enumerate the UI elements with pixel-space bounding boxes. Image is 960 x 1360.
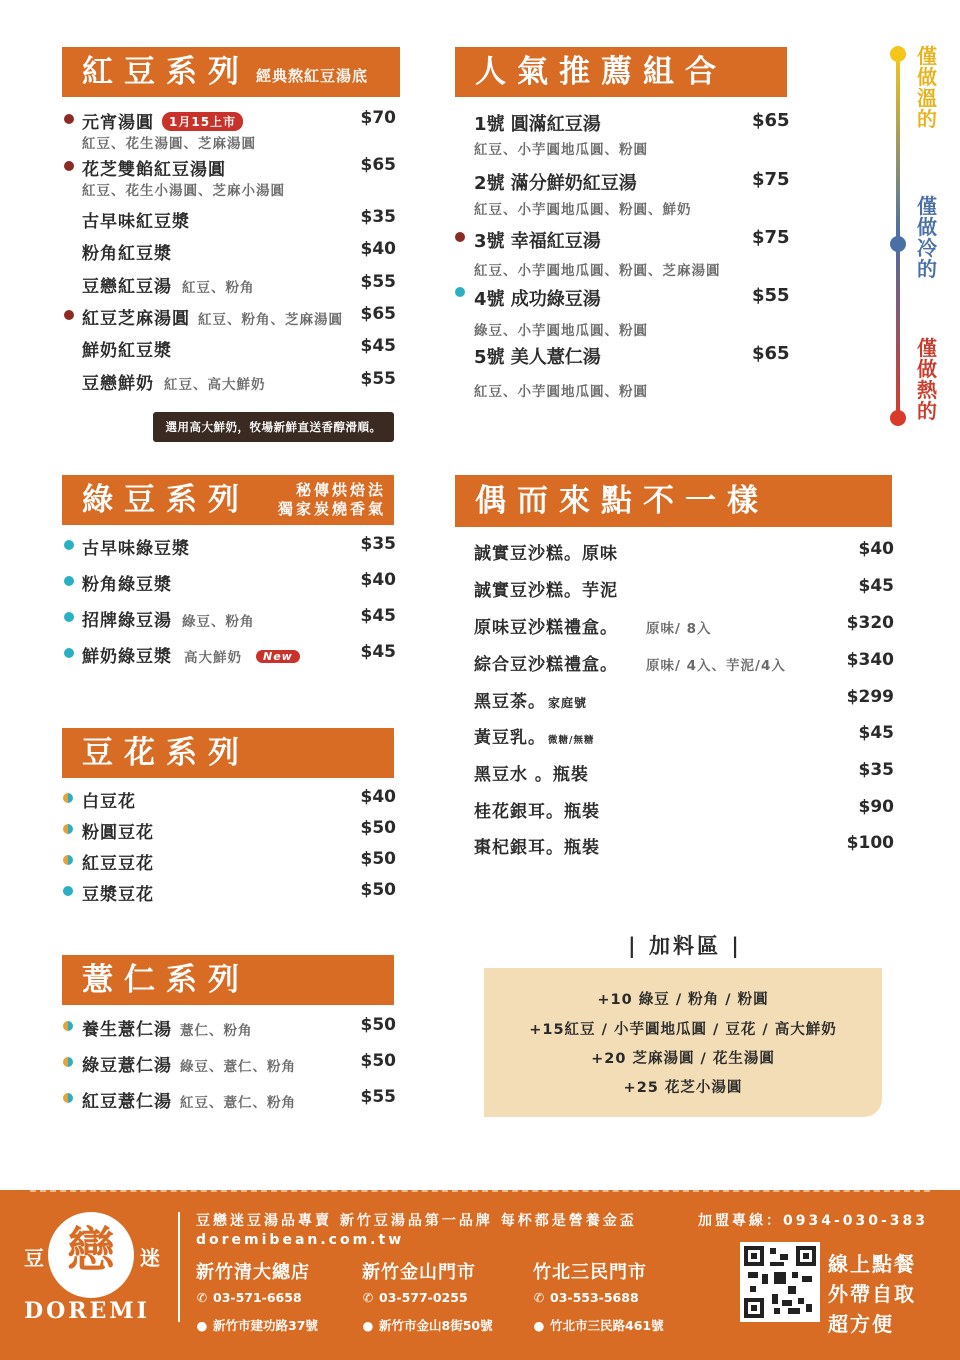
list-item — [474, 833, 894, 857]
item-price: $50 — [360, 1015, 396, 1035]
item-name: 誠實豆沙糕。原味 — [474, 544, 618, 564]
half-dot-icon — [63, 1021, 73, 1031]
item-price: $50 — [360, 818, 396, 838]
list-item — [82, 880, 396, 904]
list-item — [82, 818, 396, 842]
item-name: 誠實豆沙糕。芋泥 — [474, 581, 618, 601]
item-price: $70 — [360, 108, 396, 128]
barley-banner — [62, 955, 394, 1005]
store-phone-number: 03-553-5688 — [550, 1290, 639, 1305]
item-name: 粉角紅豆漿 — [82, 244, 172, 264]
mung-bean-subtitle-line1: 秘傳烘焙法 — [295, 481, 386, 499]
footer-tagline: 豆戀迷豆湯品專賣 新竹豆湯品第一品牌 每杯都是營養金盃 — [196, 1213, 637, 1229]
item-desc: 原味/ 8入 — [646, 621, 712, 637]
store-phone-number: 03-577-0255 — [379, 1290, 468, 1305]
item-note: 家庭號 — [548, 696, 588, 710]
item-price: $100 — [846, 833, 894, 853]
store-address — [362, 1316, 493, 1334]
teal-dot-icon — [455, 287, 465, 297]
combo-desc: 紅豆、小芋圓地瓜圓、粉圓 — [474, 142, 648, 158]
item-name: 桂花銀耳。瓶裝 — [474, 802, 600, 822]
item-desc: 紅豆、薏仁、粉角 — [180, 1095, 296, 1111]
item-name: 古早味紅豆漿 — [82, 212, 190, 232]
item-desc: 紅豆、高大鮮奶 — [164, 377, 266, 393]
list-item — [82, 155, 396, 179]
item-price: $35 — [858, 760, 894, 780]
combo-desc: 紅豆、小芋圓地瓜圓、粉圓、芝麻湯圓 — [474, 263, 721, 279]
item-desc: 綠豆、粉角 — [182, 614, 255, 630]
item-name: 綠豆薏仁湯 — [82, 1056, 172, 1076]
item-price: $45 — [858, 576, 894, 596]
item-price: $35 — [360, 207, 396, 227]
list-item — [82, 1051, 396, 1075]
half-dot-icon — [63, 793, 73, 803]
store-address — [533, 1316, 664, 1334]
combo-price: $75 — [752, 227, 790, 248]
mung-bean-banner — [62, 475, 394, 525]
item-name: 紅豆薏仁湯 — [82, 1092, 172, 1112]
item-name: 鮮奶紅豆漿 — [82, 341, 172, 361]
list-item — [474, 723, 894, 747]
location-pin-icon: ● — [533, 1318, 545, 1333]
toppings-box — [484, 968, 882, 1117]
item-price: $340 — [846, 650, 894, 670]
list-item — [82, 642, 396, 666]
item-name: 綜合豆沙糕禮盒。 — [474, 655, 618, 675]
item-name: 粉角綠豆漿 — [82, 575, 172, 595]
combo-title: 人氣推薦組合 — [475, 54, 727, 90]
store-phone[interactable] — [196, 1290, 302, 1305]
list-item — [82, 787, 396, 811]
red-bean-subtitle: 經典熬紅豆湯底 — [256, 67, 369, 85]
item-price: $90 — [858, 797, 894, 817]
topping-line: +10 綠豆 / 粉角 / 粉圓 — [597, 992, 769, 1008]
item-desc: 高大鮮奶 — [184, 650, 242, 666]
combo-desc: 紅豆、小芋圓地瓜圓、粉圓 — [474, 384, 648, 400]
item-name: 花芝雙餡紅豆湯圓 — [82, 160, 226, 180]
item-name: 白豆花 — [82, 792, 136, 812]
teal-dot-icon — [64, 540, 74, 550]
item-desc: 原味/ 4入、芋泥/4入 — [646, 658, 786, 674]
list-item — [82, 534, 396, 558]
combo-banner — [455, 47, 787, 97]
half-dot-icon — [63, 1093, 73, 1103]
combo-price: $65 — [752, 110, 790, 131]
item-price: $45 — [858, 723, 894, 743]
combo-price: $65 — [752, 343, 790, 364]
list-item — [82, 369, 396, 393]
topping-line: +15紅豆 / 小芋圓地瓜圓 / 豆花 / 高大鮮奶 — [529, 1022, 837, 1038]
item-name: 古早味綠豆漿 — [82, 539, 190, 559]
store-phone[interactable] — [533, 1290, 639, 1305]
teal-dot-icon — [64, 648, 74, 658]
item-name: 豆戀鮮奶 — [82, 374, 154, 394]
red-dot-icon — [64, 161, 74, 171]
half-dot-icon — [63, 1057, 73, 1067]
special-title: 偶而來點不一樣 — [475, 483, 769, 519]
brand-en: DOREMI — [24, 1298, 150, 1324]
douhua-title: 豆花系列 — [82, 735, 250, 771]
milk-note: 選用高大鮮奶，牧場新鮮直送香醇滑順。 — [153, 412, 394, 442]
combo-name: 4號 成功綠豆湯 — [474, 289, 601, 310]
store-address — [196, 1316, 318, 1334]
item-name: 鮮奶綠豆漿 — [82, 647, 172, 667]
mung-bean-subtitle-line2: 獨家炭燒香氣 — [277, 500, 386, 518]
warm-label: 僅做溫的 — [917, 44, 937, 131]
list-item — [474, 760, 894, 784]
hot-label: 僅做熱的 — [917, 336, 937, 423]
store-phone-number: 03-571-6658 — [213, 1290, 302, 1305]
item-price: $299 — [846, 687, 894, 707]
list-item — [474, 797, 894, 821]
store-name: 新竹清大總店 — [196, 1262, 310, 1283]
phone-icon: ✆ — [196, 1290, 208, 1305]
special-banner — [455, 475, 892, 527]
list-item — [474, 687, 894, 711]
item-name: 招牌綠豆湯 — [82, 611, 172, 631]
item-name: 養生薏仁湯 — [82, 1020, 172, 1040]
red-bean-title: 紅豆系列 — [82, 54, 250, 90]
store-address-text: 新竹市金山8街50號 — [379, 1318, 493, 1333]
combo-name: 2號 滿分鮮奶紅豆湯 — [474, 173, 637, 194]
brand-center-char: 戀 — [66, 1222, 115, 1278]
item-price: $35 — [360, 534, 396, 554]
online-order-line: 超方便 — [828, 1312, 894, 1336]
item-name: 棗杞銀耳。瓶裝 — [474, 838, 600, 858]
item-price: $40 — [360, 239, 396, 259]
item-price: $45 — [360, 642, 396, 662]
launch-badge: 1月15上市 — [162, 112, 243, 131]
cold-node-icon — [890, 236, 906, 252]
store-name: 新竹金山門市 — [362, 1262, 476, 1283]
item-desc: 紅豆、花生小湯圓、芝麻小湯圓 — [82, 183, 285, 199]
item-name: 黃豆乳。 — [474, 728, 546, 748]
online-order-line: 線上點餐 — [828, 1252, 916, 1276]
phone-icon: ✆ — [362, 1290, 374, 1305]
item-price: $45 — [360, 606, 396, 626]
list-item — [82, 570, 396, 594]
store-address-text: 新竹市建功路37號 — [213, 1318, 318, 1333]
mung-bean-subtitle — [278, 481, 386, 519]
list-item — [82, 207, 396, 231]
item-note: 微糖/無糖 — [548, 735, 595, 746]
teal-dot-icon — [64, 612, 74, 622]
list-item — [82, 849, 396, 873]
item-price: $50 — [360, 880, 396, 900]
red-bean-banner — [62, 47, 400, 97]
combo-price: $55 — [752, 285, 790, 306]
hot-node-icon — [890, 410, 906, 426]
new-badge: New — [256, 650, 300, 663]
list-item — [474, 576, 894, 600]
list-item — [82, 272, 396, 296]
item-price: $65 — [360, 155, 396, 175]
item-price: $45 — [360, 336, 396, 356]
item-desc: 紅豆、花生湯圓、芝麻湯圓 — [82, 136, 256, 152]
item-price: $50 — [360, 1051, 396, 1071]
item-name: 原味豆沙糕禮盒。 — [474, 618, 618, 638]
item-price: $55 — [360, 272, 396, 292]
online-order-line: 外帶自取 — [828, 1282, 916, 1306]
red-dot-icon — [64, 114, 74, 124]
footer-separator — [178, 1212, 180, 1322]
item-name: 豆戀紅豆湯 — [82, 277, 172, 297]
toppings-title: | 加料區 | — [628, 933, 742, 958]
item-price: $40 — [858, 539, 894, 559]
item-name: 黑豆水 。瓶裝 — [474, 765, 589, 785]
item-name: 紅豆豆花 — [82, 854, 154, 874]
list-item — [82, 606, 396, 630]
store-name: 竹北三民門市 — [533, 1262, 647, 1283]
location-pin-icon: ● — [362, 1318, 374, 1333]
combo-name: 3號 幸福紅豆湯 — [474, 231, 601, 252]
item-name: 元宵湯圓 — [82, 113, 154, 133]
teal-dot-icon — [64, 576, 74, 586]
combo-desc: 紅豆、小芋圓地瓜圓、粉圓、鮮奶 — [474, 202, 692, 218]
brand-left-char: 豆 — [24, 1246, 44, 1270]
location-pin-icon: ● — [196, 1318, 208, 1333]
item-price: $55 — [360, 369, 396, 389]
item-price: $65 — [360, 304, 396, 324]
brand-right-char: 迷 — [140, 1246, 160, 1270]
phone-icon: ✆ — [533, 1290, 545, 1305]
store-phone[interactable] — [362, 1290, 468, 1305]
list-item — [82, 304, 396, 328]
half-dot-icon — [63, 824, 73, 834]
item-desc: 紅豆、粉角、芝麻湯圓 — [198, 312, 343, 328]
item-desc: 綠豆、薏仁、粉角 — [180, 1059, 296, 1075]
combo-desc: 綠豆、小芋圓地瓜圓、粉圓 — [474, 323, 648, 339]
mung-bean-title: 綠豆系列 — [82, 482, 250, 518]
item-name: 黑豆茶。 — [474, 692, 546, 712]
cold-label: 僅做冷的 — [917, 194, 937, 281]
barley-title: 薏仁系列 — [82, 962, 250, 998]
half-dot-icon — [63, 855, 73, 865]
item-name: 豆漿豆花 — [82, 885, 154, 905]
list-item — [474, 650, 894, 674]
warm-node-icon — [890, 46, 906, 62]
topping-line: +20 芝麻湯圓 / 花生湯圓 — [591, 1051, 775, 1067]
combo-name: 5號 美人薏仁湯 — [474, 347, 601, 368]
item-desc: 薏仁、粉角 — [180, 1023, 253, 1039]
store-address-text: 竹北市三民路461號 — [550, 1318, 664, 1333]
franchise-hotline: 加盟專線：0934-030-383 — [698, 1213, 929, 1229]
item-price: $320 — [846, 613, 894, 633]
footer-divider — [30, 1190, 930, 1192]
list-item — [82, 1087, 396, 1111]
item-desc: 紅豆、粉角 — [182, 280, 255, 296]
red-dot-icon — [455, 232, 465, 242]
combo-name: 1號 圓滿紅豆湯 — [474, 114, 601, 135]
list-item — [82, 1015, 396, 1039]
douhua-banner — [62, 728, 394, 778]
list-item — [82, 336, 396, 360]
item-name: 紅豆芝麻湯圓 — [82, 309, 190, 329]
combo-price: $75 — [752, 169, 790, 190]
list-item — [474, 539, 894, 563]
teal-dot-icon — [63, 886, 73, 896]
item-price: $50 — [360, 849, 396, 869]
footer — [0, 1190, 960, 1360]
list-item — [474, 613, 894, 637]
item-price: $55 — [360, 1087, 396, 1107]
topping-line: +25 花芝小湯圓 — [623, 1080, 743, 1096]
qr-code-icon[interactable] — [740, 1242, 820, 1322]
list-item — [82, 239, 396, 263]
website-link[interactable]: doremibean.com.tw — [196, 1232, 405, 1248]
item-price: $40 — [360, 570, 396, 590]
item-price: $40 — [360, 787, 396, 807]
list-item — [82, 108, 396, 132]
item-name: 粉圓豆花 — [82, 823, 154, 843]
red-dot-icon — [64, 310, 74, 320]
